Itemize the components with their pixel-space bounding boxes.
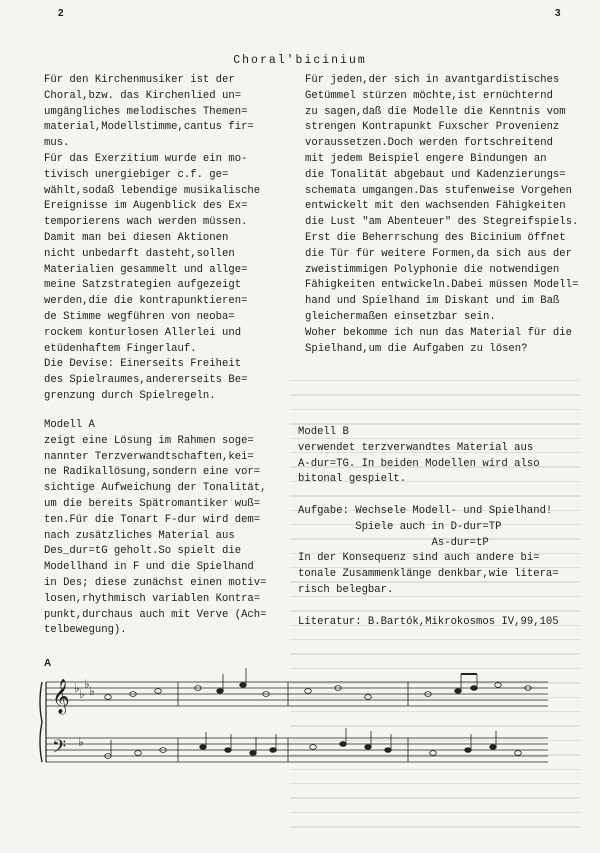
text-line: zweistimmigen Polyphonie die notwendigen — [305, 263, 560, 276]
text-line: wählt,sodaß lebendige musikalische — [44, 184, 261, 197]
svg-text:♭: ♭ — [78, 735, 84, 749]
text-line: Woher bekomme ich nun das Material für die — [305, 326, 573, 339]
text-line: Für jeden,der sich in avantgardistisches — [305, 74, 560, 86]
svg-text:𝄞: 𝄞 — [52, 679, 70, 714]
text-line: In der Konsequenz sind auch andere bi= — [298, 552, 540, 565]
text-line: gleichermaßen einsetzbar sein. — [305, 310, 496, 323]
text-line: Fähigkeiten entwickeln.Dabei müssen Modell= — [305, 279, 579, 292]
page-number-left: 2 — [58, 8, 64, 19]
text-line: strengen Kontrapunkt Fuxscher Provenienz — [305, 121, 560, 134]
page-title: Choral'bicinium — [233, 54, 367, 67]
text-line: verwendet terzverwandtes Material aus — [298, 441, 534, 454]
text-line: de Stimme wegführen von neoba= — [44, 310, 235, 323]
text-line: etüdenhaftem Fingerlauf. — [44, 342, 197, 355]
text-line: tivisch unergiebiger c.f. ge= — [44, 168, 229, 181]
text-line: umgängliches melodisches Themen= — [44, 105, 248, 118]
text-line: die Tür für weitere Formen,da sich aus der — [305, 247, 573, 260]
text-line: material,Modellstimme,cantus fir= — [44, 121, 254, 134]
text-line: in Des; diese zunächst einen motiv= — [44, 576, 267, 589]
music-score — [38, 652, 558, 782]
text-line: ne Radikallösung,sondern eine vor= — [44, 466, 261, 479]
text-line: voraussetzen.Doch werden fortschreitend — [305, 137, 553, 150]
text-line: Literatur: B.Bartók,Mikrokosmos IV,99,105 — [298, 615, 559, 628]
text-line: Choral,bzw. das Kirchenlied un= — [44, 89, 242, 102]
text-line: Spiele auch in D-dur=TP — [298, 520, 502, 533]
text-line: Materialien gesammelt und allge= — [44, 263, 248, 276]
page-number-right: 3 — [555, 8, 561, 19]
text-line: Für den Kirchenmusiker ist der — [44, 74, 235, 86]
text-line: Des_dur=tG geholt.So spielt die — [44, 545, 242, 558]
text-line: hand und Spielhand im Diskant und im Baß — [305, 295, 560, 308]
text-line: As-dur=tP — [298, 536, 489, 549]
text-line: risch belegbar. — [298, 583, 394, 596]
text-line — [298, 599, 559, 615]
text-line: Erst die Beherrschung des Bicinium öffnet — [305, 231, 566, 244]
text-line: Die Devise: Einerseits Freiheit — [44, 358, 242, 371]
text-line: um die bereits Spätromantiker wuß= — [44, 497, 261, 510]
svg-text:♭: ♭ — [74, 681, 80, 695]
text-line — [298, 488, 559, 504]
text-line: nicht unbedarft dasteht,sollen — [44, 247, 235, 260]
score-label: A — [44, 658, 52, 669]
text-line: Modell A — [44, 419, 95, 431]
text-line: zeigt eine Lösung im Rahmen soge= — [44, 434, 254, 447]
text-line: mus. — [44, 137, 70, 150]
text-line: mit jedem Beispiel engere Bindungen an — [305, 152, 547, 165]
text-line: schemata umgangen.Das stufenweise Vorgehen — [305, 184, 573, 197]
text-line: bitonal gespielt. — [298, 473, 407, 486]
model-a-description — [44, 418, 267, 639]
text-line: telbewegung). — [44, 624, 127, 637]
text-line: Spielhand,um die Aufgaben zu lösen? — [305, 342, 528, 355]
text-line: punkt,durchaus auch mit Verve (Ach= — [44, 608, 267, 621]
intro-column-left — [44, 73, 260, 405]
svg-text:𝄢: 𝄢 — [52, 737, 67, 762]
text-line: nach zusätzliches Material aus — [44, 529, 235, 542]
intro-column-right — [305, 73, 578, 357]
text-line: grenzung durch Spielregeln. — [44, 389, 216, 402]
svg-text:♭: ♭ — [89, 684, 95, 698]
text-line: Aufgabe: Wechsele Modell- und Spielhand! — [298, 504, 553, 517]
text-line: zu sagen,daß die Modelle die Kenntnis vom — [305, 105, 566, 118]
text-line: Modellhand in F und die Spielhand — [44, 561, 254, 574]
text-line: die Lust "am Abenteuer" des Stegreifspiels. — [305, 216, 579, 229]
text-line: Getümmel stürzen möchte,ist ernüchternd — [305, 89, 553, 102]
text-line: meine Satzstrategien aufgezeigt — [44, 279, 242, 292]
text-line: tonale Zusammenklänge denkbar,wie litera= — [298, 568, 559, 581]
text-line: Ereignisse im Augenblick des Ex= — [44, 200, 248, 213]
text-line: sichtige Aufweichung der Tonalität, — [44, 482, 267, 495]
model-b-description — [298, 425, 559, 630]
text-line: ten.Für die Tonart F-dur wird dem= — [44, 513, 261, 526]
text-line: Modell B — [298, 426, 349, 438]
text-line: temporierens wach werden müssen. — [44, 216, 248, 229]
text-line: rockem konturlosen Allerlei und — [44, 326, 242, 339]
text-line: Für das Exerzitium wurde ein mo- — [44, 152, 248, 165]
text-line: entwickelt mit den wachsenden Fähigkeiten — [305, 200, 566, 213]
svg-text:♭: ♭ — [79, 687, 85, 701]
text-line: werden,die die kontrapunktieren= — [44, 295, 248, 308]
text-line: die Tonalität abgebaut und Kadenzierungs= — [305, 168, 566, 181]
text-line: A-dur=TG. In beiden Modellen wird also — [298, 457, 540, 470]
text-line: Damit man bei diesen Aktionen — [44, 231, 229, 244]
svg-text:♭: ♭ — [84, 677, 90, 691]
text-line: nannter Terzverwandtschaften,kei= — [44, 450, 254, 463]
text-line: losen,rhythmisch variablen Kontra= — [44, 592, 261, 605]
text-line: des Spielraumes,andererseits Be= — [44, 374, 248, 387]
